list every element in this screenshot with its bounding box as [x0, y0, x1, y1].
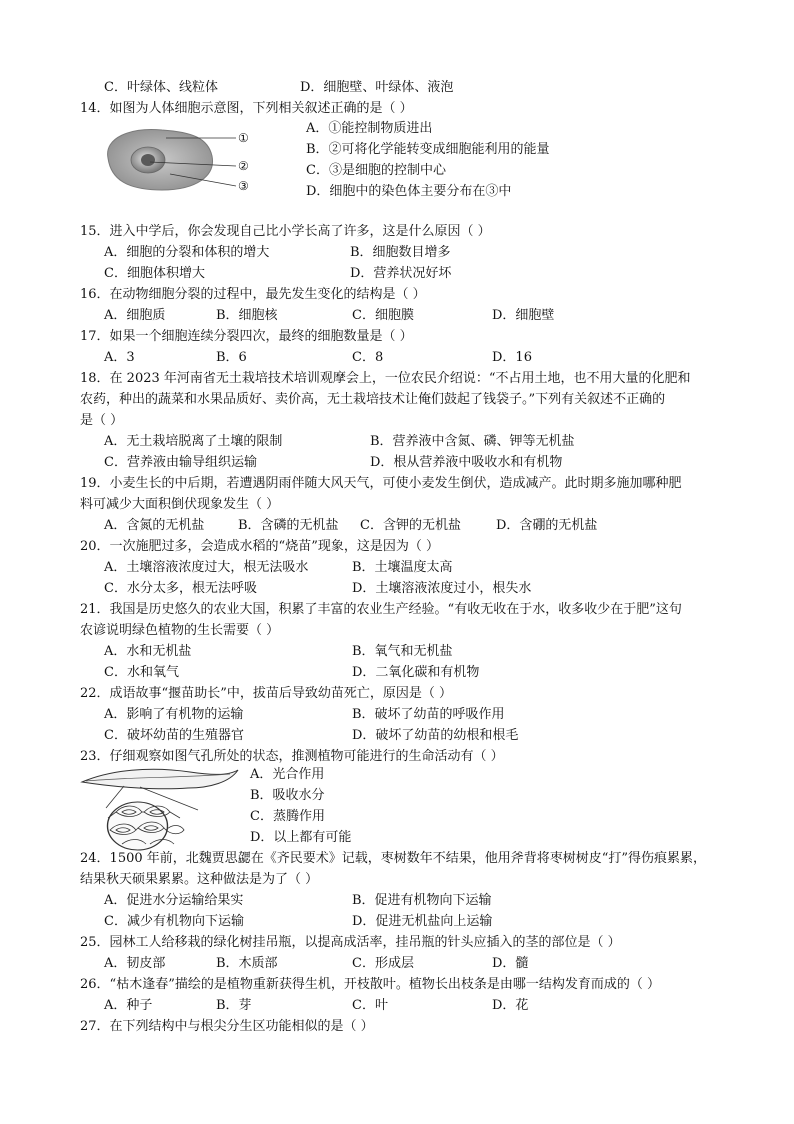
q21-option-b: B．氧气和无机盐 — [352, 644, 453, 659]
q17-option-a: A．3 — [104, 350, 135, 365]
q18-stem-line-2: 农药，种出的蔬菜和水果品质好、卖价高，无土栽培技术让俺们鼓起了钱袋子。”下列有关叙述不正确的 — [80, 392, 666, 407]
q16-option-d: D．细胞壁 — [492, 308, 555, 323]
q19-option-b: B．含磷的无机盐 — [238, 518, 339, 533]
q19-option-a: A．含氮的无机盐 — [104, 518, 205, 533]
q25-option-d: D．髓 — [492, 956, 529, 971]
q24-stem-line-2: 结果秋天硕果累累。这种做法是为了（ ） — [80, 872, 319, 887]
q19-option-c: C．含钾的无机盐 — [360, 518, 461, 533]
q21-option-c: C．水和氧气 — [104, 665, 179, 680]
q20-stem: 20．一次施肥过多，会造成水稻的“烧苗”现象，这是因为（ ） — [80, 539, 439, 554]
q21-option-a: A．水和无机盐 — [104, 644, 192, 659]
q20-option-c: C．水分太多，根无法呼吸 — [104, 581, 257, 596]
q18-option-d: D．根从营养液中吸收水和有机物 — [370, 455, 563, 470]
q18-option-c: C．营养液由输导组织运输 — [104, 455, 257, 470]
q13-option-d: D．细胞壁、叶绿体、液泡 — [300, 80, 454, 95]
q17-option-b: B．6 — [216, 350, 247, 365]
q14-option-d: D．细胞中的染色体主要分布在③中 — [306, 184, 512, 199]
q26-option-c: C．叶 — [352, 998, 388, 1013]
q24-stem-line-1: 24．1500 年前，北魏贾思勰在《齐民要术》记载，枣树数年不结果，他用斧背将枣树树皮“打”得伤痕累累， — [80, 851, 707, 866]
q22-option-a: A．影响了有机物的运输 — [104, 707, 244, 722]
q20-option-d: D．土壤溶液浓度过小，根失水 — [352, 581, 532, 596]
stomata-diagram — [80, 768, 240, 850]
q19-option-d: D．含硼的无机盐 — [496, 518, 598, 533]
q17-option-c: C．8 — [352, 350, 384, 365]
q15-option-d: D．营养状况好坏 — [350, 266, 452, 281]
q14-label-3: ③ — [238, 179, 249, 193]
q18-stem-line-1: 18．在 2023 年河南省无土栽培技术培训观摩会上，一位农民介绍说：“不占用土地，也不用大量的化肥和 — [80, 371, 691, 386]
q23-option-b: B．吸收水分 — [250, 788, 325, 803]
q19-stem-line-1: 19．小麦生长的中后期，若遭遇阴雨伴随大风天气，可使小麦发生倒伏，造成减产。此时期多施加哪种肥 — [80, 476, 682, 491]
q16-option-c: C．细胞膜 — [352, 308, 414, 323]
q24-option-b: B．促进有机物向下运输 — [352, 893, 492, 908]
q15-option-a: A．细胞的分裂和体积的增大 — [104, 245, 270, 260]
q26-option-a: A．种子 — [104, 998, 153, 1013]
q25-option-a: A．韧皮部 — [104, 956, 166, 971]
q26-option-b: B．芽 — [216, 998, 252, 1013]
q20-option-a: A．土壤溶液浓度过大，根无法吸水 — [104, 560, 309, 575]
q25-option-c: C．形成层 — [352, 956, 414, 971]
q15-stem: 15．进入中学后，你会发现自己比小学长高了许多，这是什么原因（ ） — [80, 224, 491, 239]
q27-stem: 27．在下列结构中与根尖分生区功能相似的是（ ） — [80, 1019, 374, 1034]
q23-option-a: A．光合作用 — [250, 767, 325, 782]
q24-option-d: D．促进无机盐向上运输 — [352, 914, 493, 929]
q23-option-c: C．蒸腾作用 — [250, 809, 325, 824]
q15-option-c: C．细胞体积增大 — [104, 266, 205, 281]
q26-stem: 26．“枯木逢春”描绘的是植物重新获得生机，开枝散叶。植物长出枝条是由哪一结构发育而成的（ ） — [80, 977, 660, 992]
q16-stem: 16．在动物细胞分裂的过程中，最先发生变化的结构是（ ） — [80, 287, 426, 302]
q14-option-c: C．③是细胞的控制中心 — [306, 163, 446, 178]
q22-stem: 22．成语故事“揠苗助长”中，拔苗后导致幼苗死亡，原因是（ ） — [80, 686, 452, 701]
q24-option-a: A．促进水分运输给果实 — [104, 893, 244, 908]
q15-option-b: B．细胞数目增多 — [350, 245, 451, 260]
q21-option-d: D．二氧化碳和有机物 — [352, 665, 480, 680]
q19-stem-line-2: 料可减少大面积倒伏现象发生（ ） — [80, 497, 280, 512]
q25-stem: 25．园林工人给移栽的绿化树挂吊瓶，以提高成活率，挂吊瓶的针头应插入的茎的部位是（ ） — [80, 935, 621, 950]
q26-option-d: D．花 — [492, 998, 529, 1013]
q22-option-c: C．破坏幼苗的生殖器官 — [104, 728, 244, 743]
q14-label-2: ② — [238, 159, 249, 173]
q14-option-b: B．②可将化学能转变成细胞能利用的能量 — [306, 142, 550, 157]
q18-option-a: A．无土栽培脱离了土壤的限制 — [104, 434, 283, 449]
q23-stem: 23．仔细观察如图气孔所处的状态，推测植物可能进行的生命活动有（ ） — [80, 749, 504, 764]
leaf-outline — [82, 769, 238, 789]
q24-option-c: C．减少有机物向下运输 — [104, 914, 244, 929]
q22-option-d: D．破坏了幼苗的幼根和根毛 — [352, 728, 519, 743]
q21-stem-line-2: 农谚说明绿色植物的生长需要（ ） — [80, 623, 280, 638]
q20-option-b: B．土壤温度太高 — [352, 560, 453, 575]
q18-option-b: B．营养液中含氮、磷、钾等无机盐 — [370, 434, 575, 449]
q16-option-b: B．细胞核 — [216, 308, 278, 323]
q21-stem-line-1: 21．我国是历史悠久的农业大国，积累了丰富的农业生产经验。“有收无收在于水，收多收少在于肥”这句 — [80, 602, 682, 617]
q14-option-a: A．①能控制物质进出 — [306, 121, 433, 136]
epidermis-view — [108, 802, 168, 850]
q14-label-1: ① — [238, 131, 249, 145]
q17-stem: 17．如果一个细胞连续分裂四次，最终的细胞数量是（ ） — [80, 329, 413, 344]
q23-option-d: D．以上都有可能 — [250, 830, 352, 845]
q22-option-b: B．破坏了幼苗的呼吸作用 — [352, 707, 505, 722]
q18-stem-line-3: 是（ ） — [80, 413, 124, 428]
q17-option-d: D．16 — [492, 350, 532, 365]
q14-stem: 14．如图为人体细胞示意图，下列相关叙述正确的是（ ） — [80, 101, 413, 116]
q25-option-b: B．木质部 — [216, 956, 278, 971]
q13-option-c: C．叶绿体、线粒体 — [104, 80, 218, 95]
q16-option-a: A．细胞质 — [104, 308, 166, 323]
